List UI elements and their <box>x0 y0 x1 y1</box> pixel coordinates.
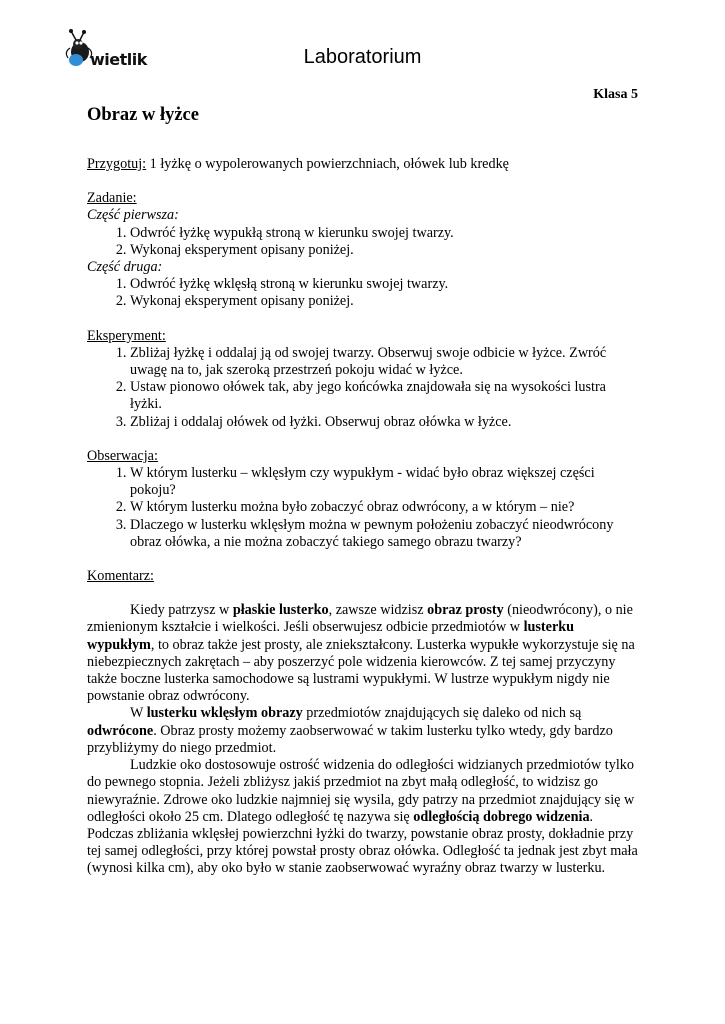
bold-run: lusterku wypukłym <box>87 619 575 653</box>
bold-run: płaskie lusterko <box>232 602 329 619</box>
comment-paragraph-3 <box>87 757 639 877</box>
lab-title-text: Laboratorium <box>303 46 422 68</box>
lab-title <box>0 46 725 69</box>
comment-paragraph-1 <box>87 602 639 705</box>
list-item: 2. Wykonaj eksperyment opisany poniżej. <box>130 242 639 259</box>
page-title: Obraz w łyżce <box>87 105 199 125</box>
experiment-label: Eksperyment: <box>87 327 166 344</box>
text-run: (nieodwrócony), o nie zmienionym kształcie i wielkości. Jeśli obserwujesz odbicie przedmiotów w <box>87 602 633 636</box>
bold-run: obraz prosty <box>427 602 504 619</box>
text-run: . Obraz prosty możemy zaobserwować w takim lusterku tylko wtedy, gdy bardzo przybliżymy do niego przedmiot. <box>87 722 613 756</box>
list-item: 2. Ustaw pionowo ołówek tak, aby jego końcówka znajdowała się na wysokości lustra łyżki. <box>130 379 639 413</box>
comment-paragraph-2 <box>87 705 639 757</box>
text-run: przedmiotów znajdujących się daleko od nich są <box>302 705 582 722</box>
prepare-text: 1 łyżkę o wypolerowanych powierzchniach, ołówek lub kredkę <box>146 156 509 172</box>
text-run: Ludzkie oko dostosowuje ostrość widzenia do odległości widzianych przedmiotów tylko do pewnego stopnia. Jeżeli zbliżysz jakiś przedmiot na zbyt małą odległość, to widzisz go niewyraźnie. Zdrowe oko ludzkie najmniej się wysila, gdy patrzy na przedmiot znajdujący się w odległości około 25 cm. Dlatego odległość tę nazywa się <box>87 757 635 825</box>
task-part1-label: Część pierwsza: <box>87 207 179 224</box>
document-body <box>87 156 639 878</box>
class-label: Klasa 5 <box>593 87 638 102</box>
comment-label: Komentarz: <box>87 568 154 585</box>
list-item: 3. Dlaczego w lusterku wklęsłym można w pewnym położeniu zobaczyć nieodwrócony obraz ołówka, a nie można zobaczyć takiego samego obrazu twarzy? <box>130 517 639 551</box>
list-item: 2. Wykonaj eksperyment opisany poniżej. <box>130 293 639 310</box>
list-item: 3. Zbliżaj i oddalaj ołówek od łyżki. Obserwuj obraz ołówka w łyżce. <box>130 414 639 431</box>
bold-run: odległością dobrego widzenia <box>413 808 590 825</box>
bold-run: odwrócone <box>87 722 154 739</box>
prepare-line <box>87 156 639 173</box>
text-run: . Podczas zbliżania wklęsłej powierzchni łyżki do twarzy, powstanie obraz prosty, dokładnie przy tej samej odległości, przy której powstał prosty obraz ołówka. Odległość ta jednak jest zbyt mała (wynosi kilka cm), aby oko było w stanie zaobserwować wyraźny obraz twarzy w lusterku. <box>87 808 638 877</box>
task-label: Zadanie: <box>87 190 137 207</box>
task-part1-list <box>87 225 639 259</box>
task-part2-label: Część druga: <box>87 259 163 276</box>
list-item: 1. Odwróć łyżkę wklęsłą stroną w kierunku swojej twarzy. <box>130 276 639 293</box>
observation-list <box>87 465 639 551</box>
list-item: 1. Odwróć łyżkę wypukłą stroną w kierunku swojej twarzy. <box>130 225 639 242</box>
bold-run: lusterku wklęsłym obrazy <box>146 705 303 722</box>
text-run: W <box>130 705 147 722</box>
text-run: Kiedy patrzysz w <box>130 602 233 619</box>
list-item: 1. W którym lusterku – wklęsłym czy wypukłym - widać było obraz większej części pokoju? <box>130 465 639 499</box>
task-part2-list <box>87 276 639 310</box>
experiment-list <box>87 345 639 431</box>
text-run: , zawsze widzisz <box>328 602 428 619</box>
logo-text: wietlik <box>90 50 147 69</box>
text-run: , to obraz także jest prosty, ale zniekształcony. Lusterka wypukłe wykorzystuje się na niebezpiecznych zakrętach – aby poszerzyć pole widzenia kierowców. Z tej samej przyczyny także boczne lusterka samochodowe są lustrami wypukłymi. W lustrze wypukłym nigdy nie powstanie obraz odwrócony. <box>87 636 635 705</box>
list-item: 2. W którym lusterku można było zobaczyć obraz odwrócony, a w którym – nie? <box>130 499 639 516</box>
prepare-label: Przygotuj: <box>87 156 147 172</box>
observation-label: Obserwacja: <box>87 447 158 464</box>
list-item: 1. Zbliżaj łyżkę i oddalaj ją od swojej twarzy. Obserwuj swoje odbicie w łyżce. Zwróć uwagę na to, jak szeroką przestrzeń pokoju widać w łyżce. <box>130 345 639 379</box>
